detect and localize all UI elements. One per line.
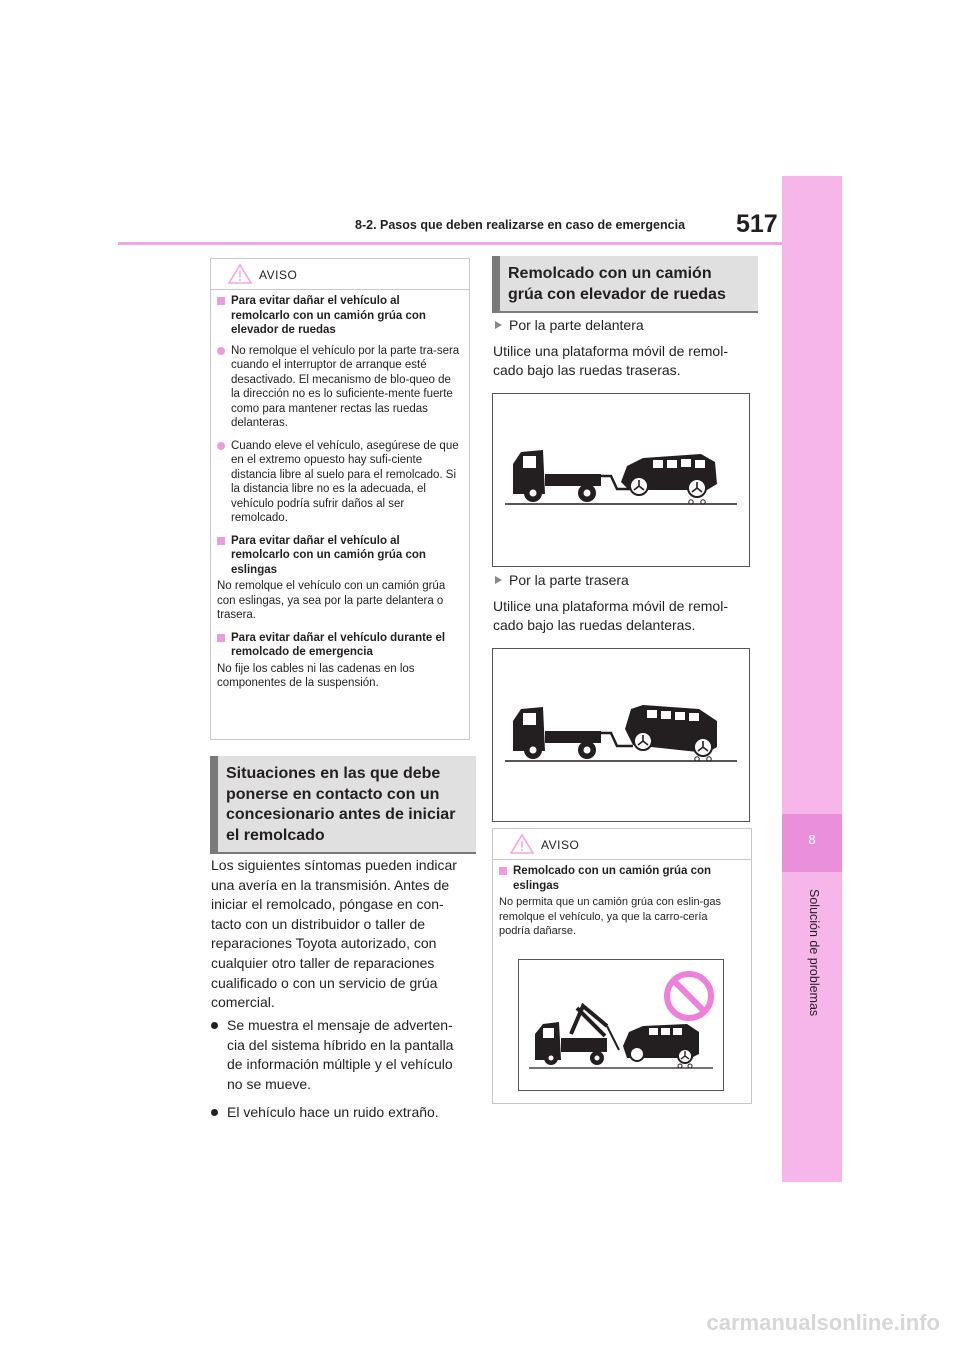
warning-box-left [210, 258, 470, 740]
arrow-bullet-icon [495, 576, 502, 584]
pink-square-bullet [217, 634, 225, 642]
warning-point: Cuando eleve el vehículo, asegúrese de que en el extremo opuesto hay sufi-ciente distancia libre al suelo para el remolcado. Si la distancia libre no es la adecuada, el vehículo podría sufrir daños al ser remolcado. [217, 439, 461, 526]
pink-square-bullet [217, 297, 225, 305]
sling-tow-prohibited-illustration [519, 960, 723, 1090]
warning-heading: Para evitar dañar el vehículo al remolcarlo con un camión grúa con eslingas [217, 534, 461, 578]
warning-point: No remolque el vehículo por la parte tra-sera cuando el interruptor de arranque esté desactivado. El mecanismo de blo-queo de la dirección no es lo suficiente-mente fuerte como para mantener rectas las ruedas delanteras. [217, 344, 461, 431]
warning-heading: Para evitar dañar el vehículo al remolcarlo con un camión grúa con elevador de ruedas [217, 294, 461, 338]
front-towing-label: Por la parte delantera [493, 316, 749, 336]
tow-truck-rear-illustration [493, 649, 749, 821]
pink-square-bullet [499, 867, 507, 875]
warning-label: AVISO [259, 268, 298, 282]
warning-label: AVISO [541, 838, 580, 852]
warning-header [493, 829, 751, 860]
chapter-side-tab [782, 176, 842, 1182]
section-heading-wheel-lift: Remolcado con un camión grúa con elevador de ruedas [492, 256, 758, 313]
section-heading-contact: Situaciones en las que debe ponerse en contacto con un concesionario antes de iniciar el remolcado [210, 756, 476, 854]
warning-triangle-icon [227, 263, 253, 285]
bullet-dot [211, 1109, 218, 1116]
pink-dot-bullet [217, 442, 225, 450]
section-contact-body: Los siguientes síntomas pueden indicar una avería en la transmisión. Antes de iniciar el remolcado, póngase en con-tacto con un distribuidor o taller de reparaciones Toyota autorizado, con cualquier otro taller de reparaciones cualificado o con un servicio de grúa comercial. [211, 857, 457, 1011]
list-item: Se muestra el mensaje de adverten-cia del sistema híbrido en la pantalla de información múltiple y el vehículo no se mueve. [211, 1016, 467, 1094]
warning-header [211, 259, 469, 290]
warning-triangle-icon [509, 833, 535, 855]
pink-square-bullet [217, 537, 225, 545]
tow-truck-front-illustration [493, 394, 749, 566]
front-towing-text: Utilice una plataforma móvil de remol-cado bajo las ruedas traseras. [493, 342, 728, 379]
warning-text: No fije los cables ni las cadenas en los componentes de la suspensión. [217, 662, 415, 689]
header-rule [118, 242, 782, 245]
rear-towing-label: Por la parte trasera [493, 571, 749, 591]
chapter-title: Solución de problemas [807, 889, 821, 1017]
bullet-dot [211, 1022, 218, 1029]
warning-heading: Remolcado con un camión grúa con eslingas [499, 864, 741, 893]
figure-front-towing [492, 393, 750, 567]
list-item: El vehículo hace un ruido extraño. [211, 1103, 467, 1123]
figure-sling-prohibited [518, 959, 724, 1091]
rear-towing-text: Utilice una plataforma móvil de remol-cado bajo las ruedas delanteras. [493, 597, 728, 634]
header-section-title: 8-2. Pasos que deben realizarse en caso de emergencia [355, 218, 686, 232]
page-number: 517 [736, 210, 778, 238]
watermark: carmanualsonline.info [706, 1310, 940, 1335]
symptom-list [211, 1016, 467, 1123]
arrow-bullet-icon [495, 321, 502, 329]
warning-heading: Para evitar dañar el vehículo durante el remolcado de emergencia [217, 631, 461, 660]
warning-text: No remolque el vehículo con un camión grúa con eslingas, ya sea por la parte delantera o trasera. [217, 580, 446, 621]
rear-towing-block [493, 571, 749, 636]
warning-box-right [492, 828, 752, 1104]
chapter-title-vertical [797, 889, 827, 1017]
front-towing-block [493, 316, 749, 381]
warning-text: No permita que un camión grúa con eslin-gas remolque el vehículo, ya que la carro-cería podría dañarse. [499, 896, 721, 937]
pink-dot-bullet [217, 347, 225, 355]
figure-rear-towing [492, 648, 750, 822]
chapter-number: 8 [808, 832, 816, 847]
